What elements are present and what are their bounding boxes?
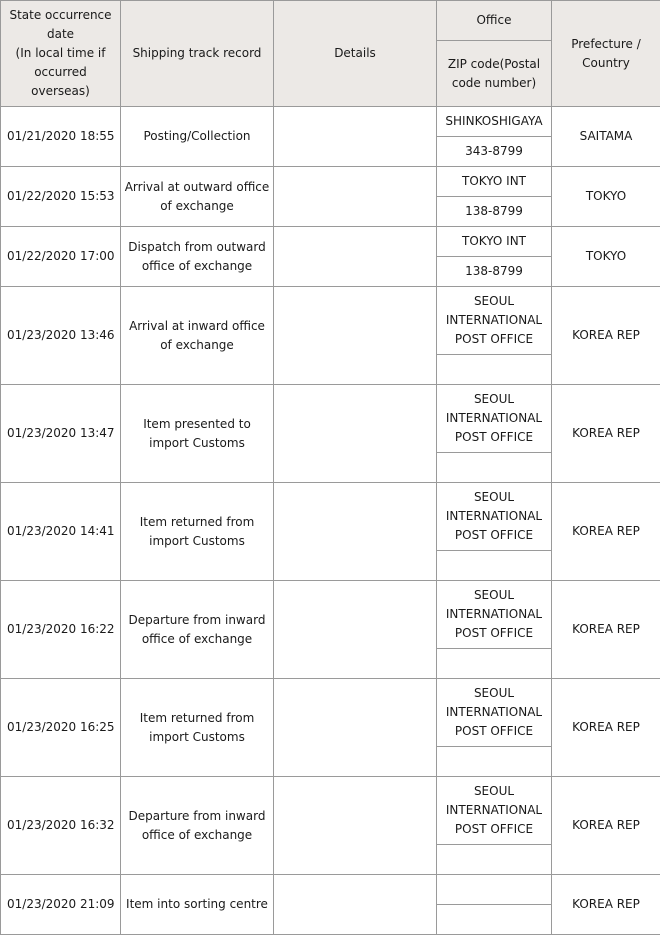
prefecture-country-cell: KOREA REP	[552, 777, 660, 875]
office-cell: SEOUL INTERNATIONAL POST OFFICE	[437, 777, 552, 845]
state-date-cell: 01/23/2020 21:09	[1, 875, 121, 935]
header-date: State occurrence date (In local time if occurred overseas)	[1, 1, 121, 107]
office-cell: SEOUL INTERNATIONAL POST OFFICE	[437, 679, 552, 747]
prefecture-country-cell: TOKYO	[552, 167, 660, 227]
table-row	[1, 227, 660, 257]
office-cell: SEOUL INTERNATIONAL POST OFFICE	[437, 385, 552, 453]
details-cell	[274, 679, 437, 777]
state-date-cell: 01/23/2020 16:22	[1, 581, 121, 679]
shipping-track-record-cell: Item into sorting centre	[121, 875, 274, 935]
state-date-cell: 01/21/2020 18:55	[1, 107, 121, 167]
table-row	[1, 777, 660, 845]
header-shipping-track-record: Shipping track record	[121, 1, 274, 107]
zip-code-cell	[437, 747, 552, 777]
prefecture-country-cell: KOREA REP	[552, 875, 660, 935]
office-cell	[437, 875, 552, 905]
table-row	[1, 385, 660, 453]
state-date-cell: 01/23/2020 16:25	[1, 679, 121, 777]
office-cell: SEOUL INTERNATIONAL POST OFFICE	[437, 581, 552, 649]
shipping-track-record-cell: Posting/Collection	[121, 107, 274, 167]
prefecture-country-cell: KOREA REP	[552, 287, 660, 385]
prefecture-country-cell: KOREA REP	[552, 483, 660, 581]
shipping-track-record-cell: Arrival at outward office of exchange	[121, 167, 274, 227]
office-cell: SHINKOSHIGAYA	[437, 107, 552, 137]
state-date-cell: 01/23/2020 14:41	[1, 483, 121, 581]
zip-code-cell: 138-8799	[437, 197, 552, 227]
state-date-cell: 01/22/2020 15:53	[1, 167, 121, 227]
prefecture-country-cell: SAITAMA	[552, 107, 660, 167]
zip-code-cell	[437, 649, 552, 679]
table-row	[1, 107, 660, 137]
zip-code-cell	[437, 453, 552, 483]
office-cell: TOKYO INT	[437, 227, 552, 257]
prefecture-country-cell: KOREA REP	[552, 385, 660, 483]
shipping-track-record-cell: Departure from inward office of exchange	[121, 777, 274, 875]
details-cell	[274, 777, 437, 875]
shipping-track-record-cell: Item presented to import Customs	[121, 385, 274, 483]
header-office: Office	[437, 1, 552, 41]
details-cell	[274, 385, 437, 483]
shipping-track-record-cell: Dispatch from outward office of exchange	[121, 227, 274, 287]
state-date-cell: 01/23/2020 13:47	[1, 385, 121, 483]
prefecture-country-cell: KOREA REP	[552, 581, 660, 679]
shipping-track-record-cell: Arrival at inward office of exchange	[121, 287, 274, 385]
zip-code-cell: 343-8799	[437, 137, 552, 167]
shipping-track-record-cell: Departure from inward office of exchange	[121, 581, 274, 679]
zip-code-cell	[437, 845, 552, 875]
state-date-cell: 01/23/2020 13:46	[1, 287, 121, 385]
details-cell	[274, 581, 437, 679]
state-date-cell: 01/23/2020 16:32	[1, 777, 121, 875]
details-cell	[274, 287, 437, 385]
details-cell	[274, 483, 437, 581]
zip-code-cell: 138-8799	[437, 257, 552, 287]
table-row	[1, 875, 660, 905]
header-zip-code: ZIP code(Postal code number)	[437, 41, 552, 107]
table-row	[1, 483, 660, 551]
header-details: Details	[274, 1, 437, 107]
details-cell	[274, 167, 437, 227]
details-cell	[274, 107, 437, 167]
table-row	[1, 679, 660, 747]
office-cell: TOKYO INT	[437, 167, 552, 197]
header-prefecture-country: Prefecture / Country	[552, 1, 660, 107]
shipping-track-record-cell: Item returned from import Customs	[121, 679, 274, 777]
office-cell: SEOUL INTERNATIONAL POST OFFICE	[437, 483, 552, 551]
zip-code-cell	[437, 551, 552, 581]
table-row	[1, 167, 660, 197]
details-cell	[274, 875, 437, 935]
table-row	[1, 581, 660, 649]
zip-code-cell	[437, 905, 552, 935]
details-cell	[274, 227, 437, 287]
office-cell: SEOUL INTERNATIONAL POST OFFICE	[437, 287, 552, 355]
prefecture-country-cell: TOKYO	[552, 227, 660, 287]
state-date-cell: 01/22/2020 17:00	[1, 227, 121, 287]
table-row	[1, 287, 660, 355]
prefecture-country-cell: KOREA REP	[552, 679, 660, 777]
zip-code-cell	[437, 355, 552, 385]
shipping-track-record-cell: Item returned from import Customs	[121, 483, 274, 581]
